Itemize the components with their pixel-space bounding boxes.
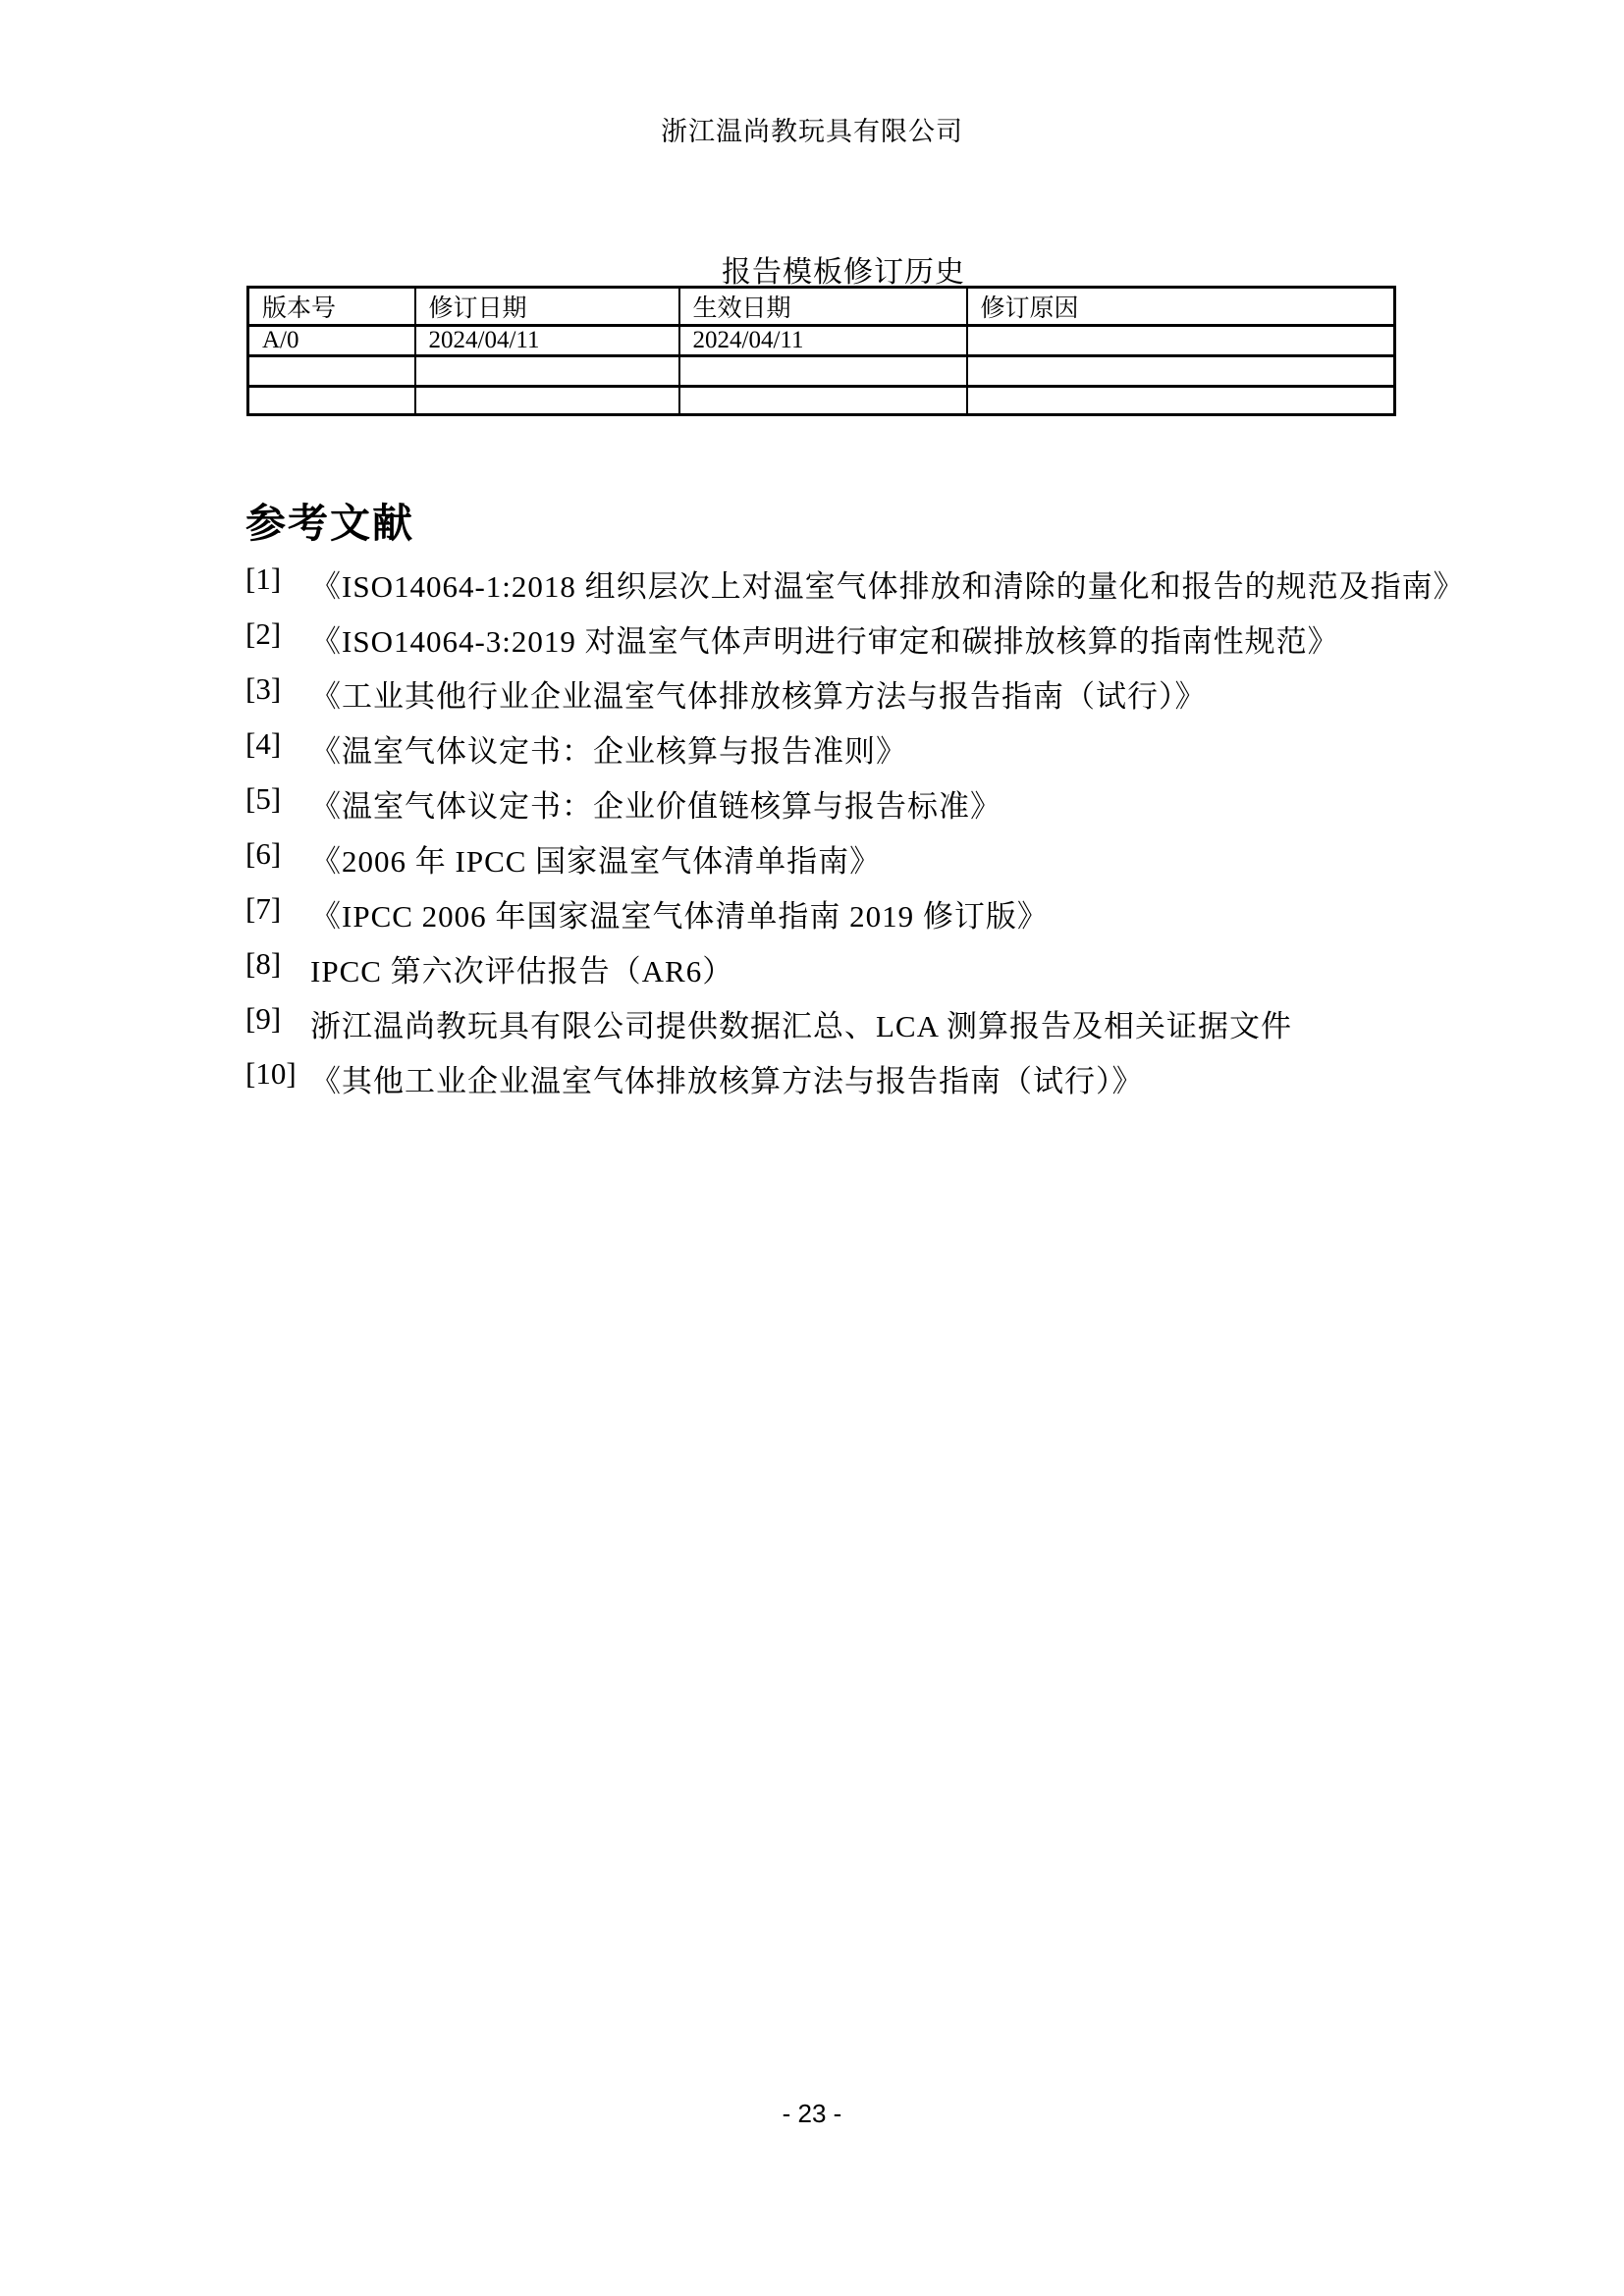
table-header-cell: 修订日期 bbox=[415, 288, 679, 326]
reference-text: 《2006 年 IPCC 国家温室气体清单指南》 bbox=[310, 844, 882, 879]
reference-number: [3] bbox=[245, 671, 282, 706]
table-header-cell: 生效日期 bbox=[679, 288, 967, 326]
reference-number: [2] bbox=[245, 616, 282, 651]
reference-item bbox=[245, 891, 1394, 934]
references-list bbox=[245, 561, 1465, 1111]
page-number-footer: - 23 - bbox=[782, 2099, 842, 2128]
reference-number: [6] bbox=[245, 836, 282, 871]
reference-item bbox=[245, 1001, 1394, 1043]
revision-table-title: 报告模板修订历史 bbox=[722, 256, 965, 289]
reference-text: 《其他工业企业温室气体排放核算方法与报告指南（试行）》 bbox=[310, 1064, 1144, 1098]
table-header-row bbox=[248, 288, 1395, 326]
reference-number: [4] bbox=[245, 726, 282, 761]
table-header-cell: 版本号 bbox=[248, 288, 415, 326]
company-name-header: 浙江温尚教玩具有限公司 bbox=[661, 117, 963, 146]
table-cell-effective-date bbox=[679, 356, 967, 387]
table-row bbox=[248, 387, 1395, 415]
table-cell-version bbox=[248, 387, 415, 415]
reference-item bbox=[245, 726, 1394, 769]
table-header-cell: 修订原因 bbox=[967, 288, 1395, 326]
table-cell-reason bbox=[967, 356, 1395, 387]
reference-item bbox=[245, 836, 1394, 879]
reference-number: [9] bbox=[245, 1001, 282, 1036]
reference-number: [10] bbox=[245, 1056, 297, 1091]
reference-number: [1] bbox=[245, 561, 282, 596]
reference-number: [8] bbox=[245, 946, 282, 981]
revision-history-table bbox=[246, 286, 1393, 416]
reference-text: 浙江温尚教玩具有限公司提供数据汇总、LCA 测算报告及相关证据文件 bbox=[310, 1009, 1293, 1043]
table-cell-reason bbox=[967, 387, 1395, 415]
table-cell-revision-date bbox=[415, 387, 679, 415]
reference-number: [7] bbox=[245, 891, 282, 926]
reference-text: 《IPCC 2006 年国家温室气体清单指南 2019 修订版》 bbox=[310, 899, 1049, 934]
reference-item bbox=[245, 781, 1394, 824]
reference-text: 《ISO14064-3:2019 对温室气体声明进行审定和碳排放核算的指南性规范》 bbox=[310, 624, 1339, 659]
reference-number: [5] bbox=[245, 781, 282, 816]
reference-item bbox=[245, 671, 1394, 714]
table-cell-reason bbox=[967, 326, 1395, 356]
reference-item bbox=[245, 946, 1394, 988]
table-cell-revision-date bbox=[415, 356, 679, 387]
reference-item bbox=[245, 561, 1465, 604]
reference-text: 《工业其他行业企业温室气体排放核算方法与报告指南（试行）》 bbox=[310, 679, 1207, 714]
reference-item bbox=[245, 616, 1394, 659]
reference-text: 《ISO14064-1:2018 组织层次上对温室气体排放和清除的量化和报告的规范及指南》 bbox=[310, 569, 1465, 604]
table-row bbox=[248, 356, 1395, 387]
reference-text: 《温室气体议定书：企业核算与报告准则》 bbox=[310, 734, 907, 769]
table-cell-version bbox=[248, 356, 415, 387]
table-cell-revision-date: 2024/04/11 bbox=[415, 326, 679, 356]
table-cell-effective-date: 2024/04/11 bbox=[679, 326, 967, 356]
reference-text: IPCC 第六次评估报告（AR6） bbox=[310, 954, 734, 988]
reference-item bbox=[245, 1056, 1394, 1098]
references-heading: 参考文献 bbox=[245, 501, 414, 546]
reference-text: 《温室气体议定书：企业价值链核算与报告标准》 bbox=[310, 789, 1001, 824]
table-row bbox=[248, 326, 1395, 356]
table-cell-effective-date bbox=[679, 387, 967, 415]
table-cell-version: A/0 bbox=[248, 326, 415, 356]
